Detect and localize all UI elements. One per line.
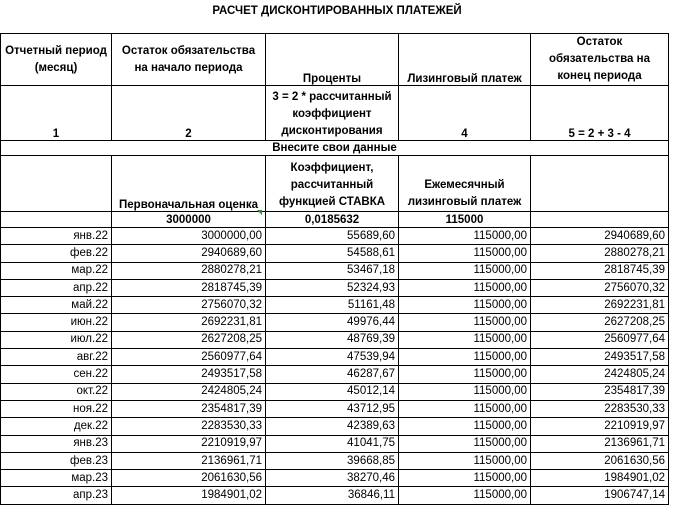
cell-end-balance[interactable]: 2560977,64: [531, 331, 669, 348]
header-interest[interactable]: Проценты: [266, 34, 399, 86]
cell-interest[interactable]: 48769,39: [266, 331, 399, 348]
cell-start-balance[interactable]: 2880278,21: [112, 262, 266, 279]
formula-col3[interactable]: 3 = 2 * рассчитанный коэффициент дисконтирования: [266, 86, 399, 141]
cell-start-balance[interactable]: 2818745,39: [112, 279, 266, 296]
cell-start-balance[interactable]: 1984901,02: [112, 487, 266, 504]
header-period[interactable]: Отчетный период (месяц): [1, 34, 112, 86]
input-labels-row: [1, 156, 669, 212]
table-row: [1, 349, 669, 366]
cell-interest[interactable]: 41041,75: [266, 435, 399, 452]
input-values-row: [1, 212, 669, 228]
formula-col2[interactable]: 2: [112, 86, 266, 141]
cell-end-balance[interactable]: 2136961,71: [531, 435, 669, 452]
cell-end-balance[interactable]: 1906747,14: [531, 487, 669, 504]
cell-interest[interactable]: 54588,61: [266, 245, 399, 262]
cell-period[interactable]: янв.23: [1, 435, 112, 452]
cell-payment[interactable]: 115000,00: [399, 262, 531, 279]
table-row: [1, 435, 669, 452]
cell-payment[interactable]: 115000,00: [399, 452, 531, 469]
cell-start-balance[interactable]: 3000000,00: [112, 228, 266, 245]
table-row: [1, 297, 669, 314]
cell-payment[interactable]: 115000,00: [399, 470, 531, 487]
cell-end-balance[interactable]: 2354817,39: [531, 383, 669, 400]
cell-payment[interactable]: 115000,00: [399, 487, 531, 504]
cell-start-balance[interactable]: 2061630,56: [112, 470, 266, 487]
cell-payment[interactable]: 115000,00: [399, 400, 531, 417]
cell-interest[interactable]: 43712,95: [266, 400, 399, 417]
table-row: [1, 487, 669, 504]
cell-period[interactable]: мар.22: [1, 262, 112, 279]
cell-period[interactable]: янв.22: [1, 228, 112, 245]
table-row: [1, 418, 669, 435]
cell-period[interactable]: апр.22: [1, 279, 112, 296]
table-row: [1, 228, 669, 245]
cell-payment[interactable]: 115000,00: [399, 418, 531, 435]
cell-payment[interactable]: 115000,00: [399, 245, 531, 262]
input-value-initial[interactable]: 3000000: [112, 212, 266, 228]
header-payment[interactable]: Лизинговый платеж: [399, 34, 531, 86]
cell-start-balance[interactable]: 2354817,39: [112, 400, 266, 417]
cell-interest[interactable]: 52324,93: [266, 279, 399, 296]
cell-end-balance[interactable]: 2692231,81: [531, 297, 669, 314]
cell-end-balance[interactable]: 2061630,56: [531, 452, 669, 469]
cell-start-balance[interactable]: 2940689,60: [112, 245, 266, 262]
cell-period[interactable]: сен.22: [1, 366, 112, 383]
cell-period[interactable]: фев.22: [1, 245, 112, 262]
cell-interest[interactable]: 45012,14: [266, 383, 399, 400]
cell-interest[interactable]: 38270,46: [266, 470, 399, 487]
cell-period[interactable]: ноя.22: [1, 400, 112, 417]
header-start-balance[interactable]: Остаток обязательства на начало периода: [112, 34, 266, 86]
cell-interest[interactable]: 46287,67: [266, 366, 399, 383]
cell-start-balance[interactable]: 2424805,24: [112, 383, 266, 400]
table-row: [1, 383, 669, 400]
cell-payment[interactable]: 115000,00: [399, 435, 531, 452]
cell-end-balance[interactable]: 2627208,25: [531, 314, 669, 331]
cell-start-balance[interactable]: 2493517,58: [112, 366, 266, 383]
cell-payment[interactable]: 115000,00: [399, 228, 531, 245]
table-row: [1, 331, 669, 348]
cell-payment[interactable]: 115000,00: [399, 314, 531, 331]
input-value-blank-2[interactable]: [531, 212, 669, 228]
input-label-blank-2[interactable]: [531, 156, 669, 212]
table-row: [1, 366, 669, 383]
cell-interest[interactable]: 47539,94: [266, 349, 399, 366]
cell-start-balance[interactable]: 2283530,33: [112, 418, 266, 435]
cell-start-balance[interactable]: 2756070,32: [112, 297, 266, 314]
input-value-blank[interactable]: [1, 212, 112, 228]
formula-row: [1, 86, 669, 141]
payments-table: [0, 33, 669, 505]
formula-col4[interactable]: 4: [399, 86, 531, 141]
cell-period[interactable]: дек.22: [1, 418, 112, 435]
cell-interest[interactable]: 42389,63: [266, 418, 399, 435]
cell-payment[interactable]: 115000,00: [399, 279, 531, 296]
cell-payment[interactable]: 115000,00: [399, 297, 531, 314]
header-end-balance[interactable]: Остаток обязательства на конец периода: [531, 34, 669, 86]
cell-end-balance[interactable]: 2493517,58: [531, 349, 669, 366]
input-banner[interactable]: Внесите свои данные: [1, 141, 669, 156]
table-row: [1, 279, 669, 296]
cell-start-balance[interactable]: 2627208,25: [112, 331, 266, 348]
input-value-payment[interactable]: 115000: [399, 212, 531, 228]
input-label-blank[interactable]: [1, 156, 112, 212]
cell-period[interactable]: май.22: [1, 297, 112, 314]
cell-payment[interactable]: 115000,00: [399, 383, 531, 400]
cell-period[interactable]: апр.23: [1, 487, 112, 504]
input-banner-row: [1, 141, 669, 156]
cell-payment[interactable]: 115000,00: [399, 331, 531, 348]
cell-period[interactable]: июл.22: [1, 331, 112, 348]
cell-end-balance[interactable]: 2880278,21: [531, 245, 669, 262]
cell-period[interactable]: авг.22: [1, 349, 112, 366]
cell-note-marker: [257, 210, 262, 215]
cell-interest[interactable]: 36846,11: [266, 487, 399, 504]
cell-start-balance[interactable]: 2560977,64: [112, 349, 266, 366]
table-row: [1, 245, 669, 262]
input-label-initial[interactable]: Первоначальная оценка: [112, 156, 266, 212]
cell-payment[interactable]: 115000,00: [399, 366, 531, 383]
table-row: [1, 262, 669, 279]
cell-payment[interactable]: 115000,00: [399, 349, 531, 366]
cell-interest[interactable]: 53467,18: [266, 262, 399, 279]
cell-end-balance[interactable]: 2756070,32: [531, 279, 669, 296]
input-label-payment[interactable]: Ежемесячный лизинговый платеж: [399, 156, 531, 212]
cell-end-balance[interactable]: 2283530,33: [531, 400, 669, 417]
cell-interest[interactable]: 51161,48: [266, 297, 399, 314]
sheet-title: РАСЧЕТ ДИСКОНТИРОВАННЫХ ПЛАТЕЖЕЙ: [212, 5, 462, 17]
cell-period[interactable]: окт.22: [1, 383, 112, 400]
cell-period[interactable]: мар.23: [1, 470, 112, 487]
cell-start-balance[interactable]: 2210919,97: [112, 435, 266, 452]
input-value-coef[interactable]: 0,0185632: [266, 212, 399, 228]
cell-interest[interactable]: 55689,60: [266, 228, 399, 245]
header-row: [1, 34, 669, 86]
table-row: [1, 470, 669, 487]
formula-col1[interactable]: 1: [1, 86, 112, 141]
table-row: [1, 400, 669, 417]
input-label-coef[interactable]: Коэффициент, рассчитанный функцией СТАВКА: [266, 156, 399, 212]
cell-end-balance[interactable]: 2818745,39: [531, 262, 669, 279]
cell-end-balance[interactable]: 1984901,02: [531, 470, 669, 487]
table-row: [1, 314, 669, 331]
table-row: [1, 452, 669, 469]
cell-end-balance[interactable]: 2210919,97: [531, 418, 669, 435]
cell-end-balance[interactable]: 2424805,24: [531, 366, 669, 383]
cell-period[interactable]: фев.23: [1, 452, 112, 469]
cell-end-balance[interactable]: 2940689,60: [531, 228, 669, 245]
cell-interest[interactable]: 39668,85: [266, 452, 399, 469]
cell-start-balance[interactable]: 2692231,81: [112, 314, 266, 331]
cell-interest[interactable]: 49976,44: [266, 314, 399, 331]
cell-period[interactable]: июн.22: [1, 314, 112, 331]
cell-start-balance[interactable]: 2136961,71: [112, 452, 266, 469]
formula-col5[interactable]: 5 = 2 + 3 - 4: [531, 86, 669, 141]
